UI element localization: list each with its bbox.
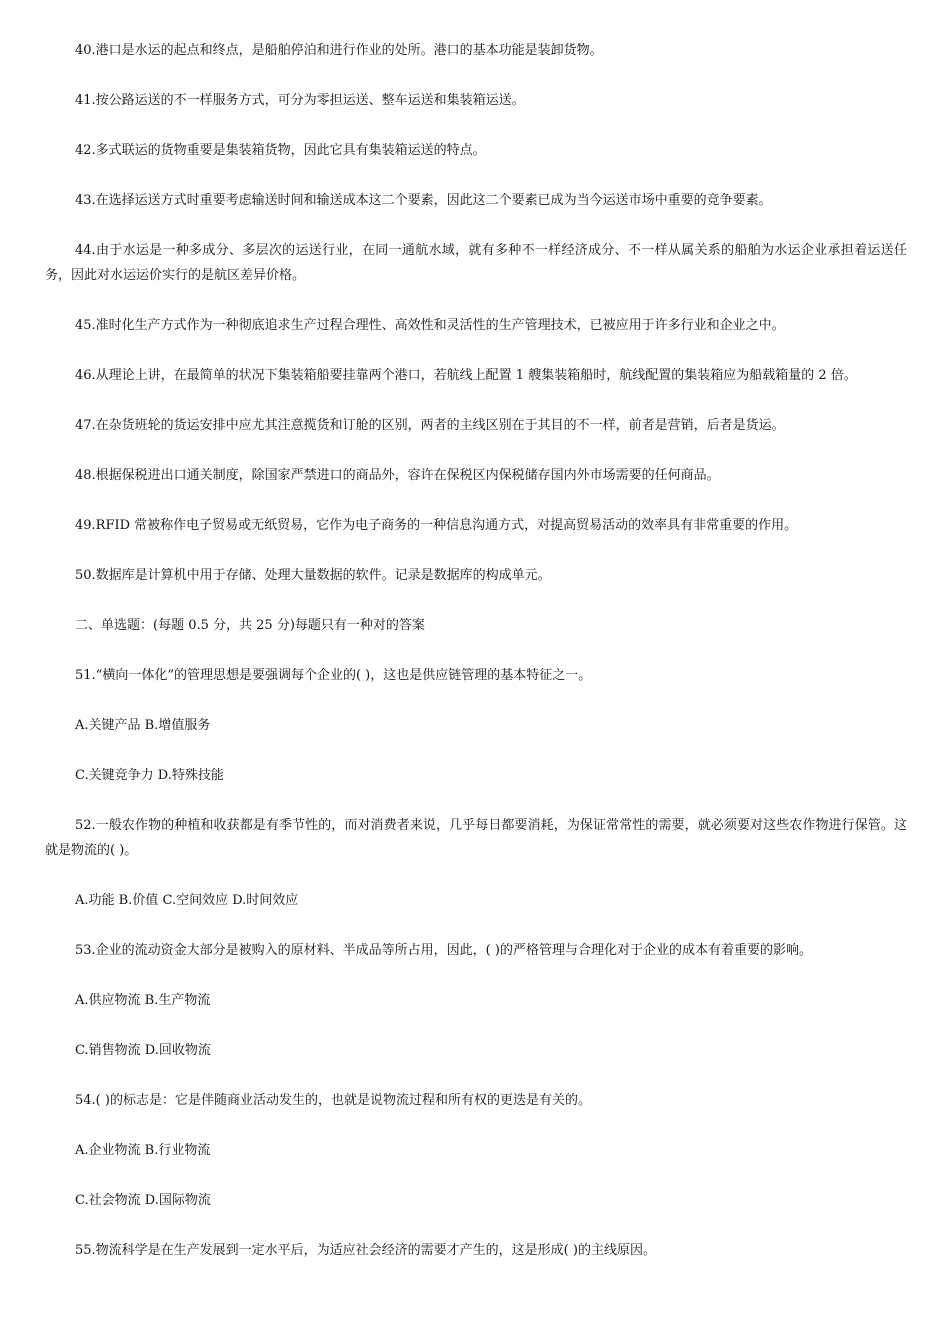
options-q52: A.功能 B.价值 C.空间效应 D.时间效应 bbox=[75, 893, 299, 908]
paragraph-q43: 43.在选择运送方式时重要考虑输送时间和输送成本这二个要素，因此这二个要素已成为当今运送市场中重要的竞争要素。 bbox=[75, 193, 772, 208]
paragraph-q51: 51.“横向一体化”的管理思想是要强调每个企业的( )，这也是供应链管理的基本特征之一。 bbox=[75, 668, 592, 683]
paragraph-q45: 45.准时化生产方式作为一种彻底追求生产过程合理性、高效性和灵活性的生产管理技术，已被应用于许多行业和企业之中。 bbox=[75, 318, 785, 333]
paragraph-q52: 52.一般农作物的种植和收获都是有季节性的，而对消费者来说，几乎每日都要消耗，为保证常常性的需要，就必须要对这些农作物进行保管。这就是物流的( )。 bbox=[45, 818, 907, 858]
paragraph-q50: 50.数据库是计算机中用于存储、处理大量数据的软件。记录是数据库的构成单元。 bbox=[75, 568, 551, 583]
options-q54-ab: A.企业物流 B.行业物流 bbox=[75, 1143, 211, 1158]
options-q53-ab: A.供应物流 B.生产物流 bbox=[75, 993, 211, 1008]
paragraph-q46: 46.从理论上讲，在最简单的状况下集装箱船要挂靠两个港口，若航线上配置 1 艘集装箱船时，航线配置的集装箱应为船载箱量的 2 倍。 bbox=[75, 368, 857, 383]
paragraph-q47: 47.在杂货班轮的货运安排中应尤其注意揽货和订舱的区别，两者的主线区别在于其目的不一样，前者是营销，后者是货运。 bbox=[75, 418, 785, 433]
document-body bbox=[45, 38, 907, 1288]
paragraph-q55: 55.物流科学是在生产发展到一定水平后，为适应社会经济的需要才产生的，这是形成( )的主线原因。 bbox=[75, 1243, 656, 1258]
paragraph-q54: 54.( )的标志是：它是伴随商业活动发生的，也就是说物流过程和所有权的更迭是有关的。 bbox=[75, 1093, 591, 1108]
paragraph-q48: 48.根据保税进出口通关制度，除国家严禁进口的商品外，容许在保税区内保税储存国内外市场需要的任何商品。 bbox=[75, 468, 720, 483]
options-q53-cd: C.销售物流 D.回收物流 bbox=[75, 1043, 211, 1058]
paragraph-q49: 49.RFID 常被称作电子贸易或无纸贸易，它作为电子商务的一种信息沟通方式，对提高贸易活动的效率具有非常重要的作用。 bbox=[75, 518, 798, 533]
paragraph-q41: 41.按公路运送的不一样服务方式，可分为零担运送、整车运送和集装箱运送。 bbox=[75, 93, 525, 108]
paragraph-q44: 44.由于水运是一种多成分、多层次的运送行业，在同一通航水域，就有多种不一样经济成分、不一样从属关系的船舶为水运企业承担着运送任务，因此对水运运价实行的是航区差异价格。 bbox=[45, 243, 907, 283]
options-q54-cd: C.社会物流 D.国际物流 bbox=[75, 1193, 211, 1208]
paragraph-q53: 53.企业的流动资金大部分是被购入的原材料、半成品等所占用，因此，( )的严格管理与合理化对于企业的成本有着重要的影响。 bbox=[75, 943, 812, 958]
paragraph-q42: 42.多式联运的货物重要是集装箱货物，因此它具有集装箱运送的特点。 bbox=[75, 143, 486, 158]
options-q51-cd: C.关键竞争力 D.特殊技能 bbox=[75, 768, 224, 783]
options-q51-ab: A.关键产品 B.增值服务 bbox=[75, 718, 211, 733]
paragraph-q40: 40.港口是水运的起点和终点，是船舶停泊和进行作业的处所。港口的基本功能是装卸货物。 bbox=[75, 43, 603, 58]
section-heading-single-choice: 二、单选题：(每题 0.5 分，共 25 分)每题只有一种对的答案 bbox=[75, 618, 425, 633]
